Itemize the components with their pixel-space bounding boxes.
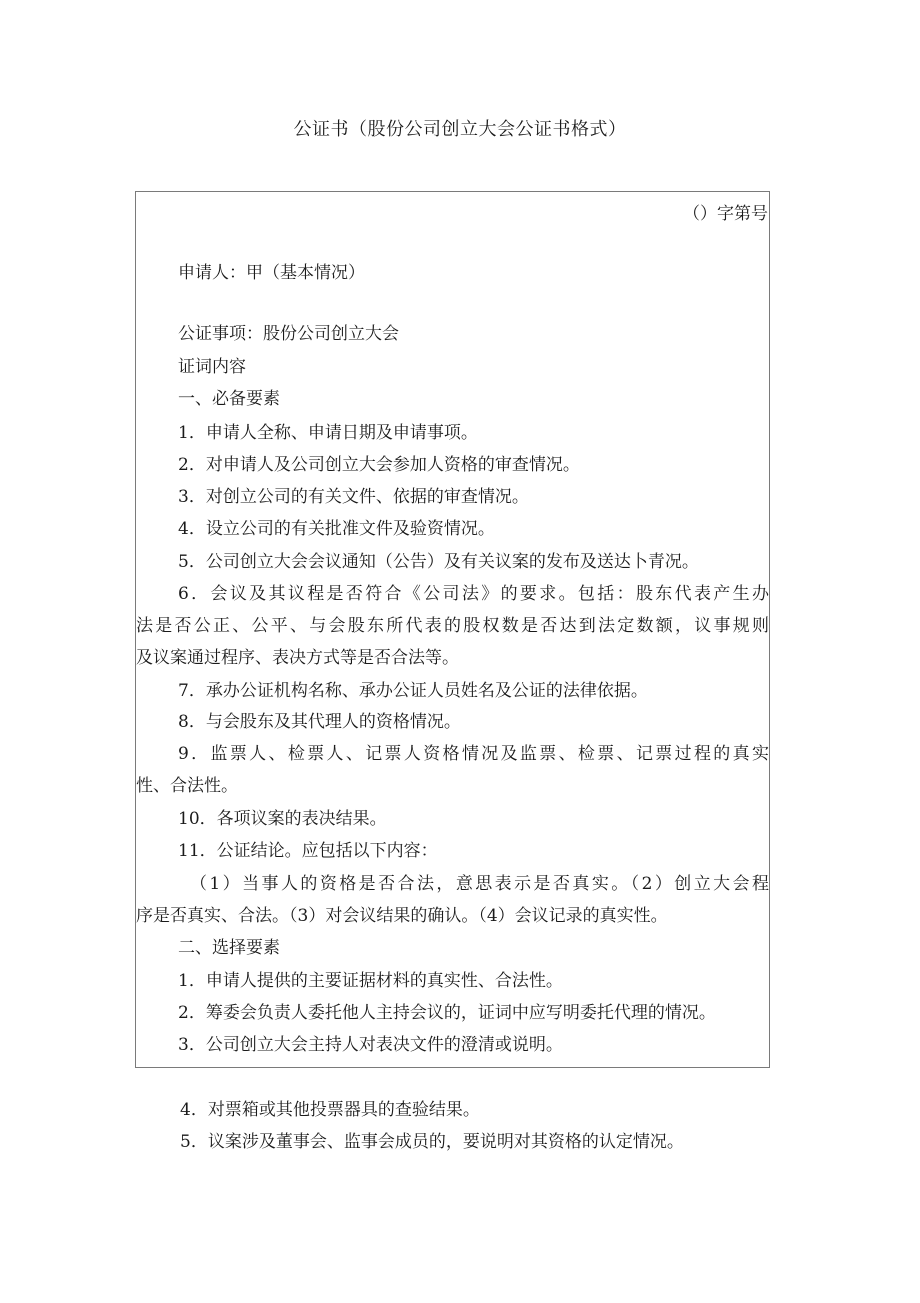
conclusion-detail-line: （1）当事人的资格是否合法，意思表示是否真实。（2）创立大会程 — [190, 874, 769, 894]
conclusion-detail-line: 序是否真实、合法。（3）对会议结果的确认。（4）会议记录的真实性。 — [136, 906, 668, 926]
optional-item: 3．公司创立大会主持人对表决文件的澄清或说明。 — [178, 1035, 563, 1055]
optional-item: 1．申请人提供的主要证据材料的真实性、合法性。 — [178, 971, 563, 991]
section-heading-optional: 二、选择要素 — [178, 938, 280, 958]
section-heading-required: 一、必备要素 — [178, 389, 280, 409]
required-item-9-line: 9．监票人、检票人、记票人资格情况及监票、检票、记票过程的真实 — [178, 744, 769, 764]
required-item: 2．对申请人及公司创立大会参加人资格的审查情况。 — [178, 455, 580, 475]
notarization-matter: 公证事项：股份公司创立大会 — [178, 324, 399, 344]
document-title: 公证书（股份公司创立大会公证书格式） — [293, 119, 627, 140]
required-item-9-line: 性、合法性。 — [136, 776, 238, 796]
required-item: 5．公司创立大会会议通知（公告）及有关议案的发布及送达卜青况。 — [178, 552, 699, 572]
content-frame — [135, 191, 770, 1068]
required-item: 4．设立公司的有关批准文件及验资情况。 — [178, 519, 495, 539]
required-item-6-line: 6．会议及其议程是否符合《公司法》的要求。包括：股东代表产生办 — [178, 584, 769, 604]
required-item: 10．各项议案的表决结果。 — [178, 809, 387, 829]
optional-item: 2．筹委会负责人委托他人主持会议的，证词中应写明委托代理的情况。 — [178, 1003, 716, 1023]
required-item: 3．对创立公司的有关文件、依据的审查情况。 — [178, 487, 529, 507]
required-item: 8．与会股东及其代理人的资格情况。 — [178, 712, 461, 732]
document-number: （）字第号 — [683, 204, 768, 224]
required-item-6-line: 及议案通过程序、表决方式等是否合法等。 — [136, 648, 459, 668]
required-item: 1．申请人全称、申请日期及申请事项。 — [178, 423, 478, 443]
optional-item: 5．议案涉及董事会、监事会成员的，要说明对其资格的认定情况。 — [180, 1132, 684, 1152]
required-item: 11．公证结论。应包括以下内容： — [178, 841, 438, 861]
content-heading: 证词内容 — [178, 357, 246, 377]
optional-item: 4．对票箱或其他投票器具的查验结果。 — [180, 1100, 480, 1120]
applicant-line: 申请人：甲（基本情况） — [178, 263, 365, 283]
required-item-6-line: 法是否公正、公平、与会股东所代表的股权数是否达到法定数额，议事规则 — [136, 616, 769, 636]
required-item: 7．承办公证机构名称、承办公证人员姓名及公证的法律依据。 — [178, 681, 648, 701]
